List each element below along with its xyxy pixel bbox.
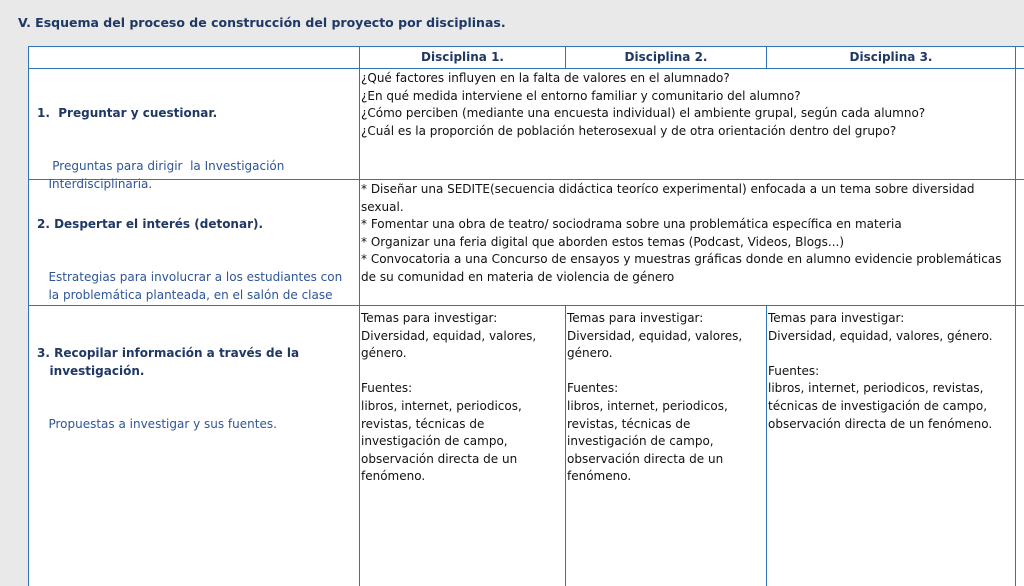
column-divider — [766, 305, 767, 586]
row1-content: ¿Qué factores influyen en la falta de valores en el alumnado? ¿En qué medida interviene el entorno familiar y comunitario del alumno? ¿Cómo perciben (mediante una encuesta individual) el ambiente grupal, según cada alumno? ¿Cuál es la proporción de población heterosexual y de otra orientación dentro del grupo? — [361, 71, 926, 138]
table-border-left — [28, 46, 29, 586]
row3-disciplina-1: Temas para investigar: Diversidad, equidad, valores, género. Fuentes: libros, internet, periodicos, revistas, técnicas de investigación de campo, observación directa de un fenómeno. — [361, 311, 537, 484]
row2-content: * Diseñar una SEDITE(secuencia didáctica teoríco experimental) enfocada a un tema sobre diversidad sexual. * Fomentar una obra de teatro/ sociodrama sobre una problemática específica en materia * Organizar una feria digital que aborden estos temas (Podcast, Videos, Blogs...) * Convocatoria a una Concurso de ensayos y muestras gráficas donde en alumno evidencie problemáticas de su comunidad en materia de violencia de género — [361, 182, 1002, 284]
row2-label-subtitle: Estrategias para involucrar a los estudiantes con la problemática planteada, en el salón de clase — [48, 269, 343, 302]
table-border-top — [28, 46, 1024, 47]
header-disciplina-2: Disciplina 2. — [624, 50, 708, 64]
page-title: V. Esquema del proceso de construcción del proyecto por disciplinas. — [18, 15, 506, 30]
row3-label — [37, 310, 357, 468]
row3-disciplina-2: Temas para investigar: Diversidad, equidad, valores, género. Fuentes: libros, internet, periodicos, revistas, técnicas de investigación de campo, observación directa de un fenómeno. — [567, 311, 743, 484]
table-border-right — [1015, 46, 1016, 586]
row2-label-title: 2. Despertar el interés (detonar). — [37, 217, 264, 232]
row3-disciplina-3: Temas para investigar: Diversidad, equidad, valores, género. Fuentes: libros, internet, periodicos, revistas, técnicas de investigación de campo, observación directa de un fenómeno. — [768, 311, 993, 431]
row1-label-subtitle: Preguntas para dirigir la Investigación Interdisciplinaria. — [48, 158, 285, 191]
header-disciplina-3: Disciplina 3. — [849, 50, 933, 64]
row1-label-title: 1. Preguntar y cuestionar. — [37, 106, 218, 121]
header-disciplina-1: Disciplina 1. — [421, 50, 504, 64]
column-divider — [359, 46, 360, 586]
row-divider — [28, 68, 1024, 69]
row3-label-title: 3. Recopilar información a través de la investigación. — [37, 346, 300, 378]
process-table — [28, 46, 1024, 586]
row3-label-subtitle: Propuestas a investigar y sus fuentes. — [37, 416, 277, 431]
column-divider — [565, 305, 566, 586]
